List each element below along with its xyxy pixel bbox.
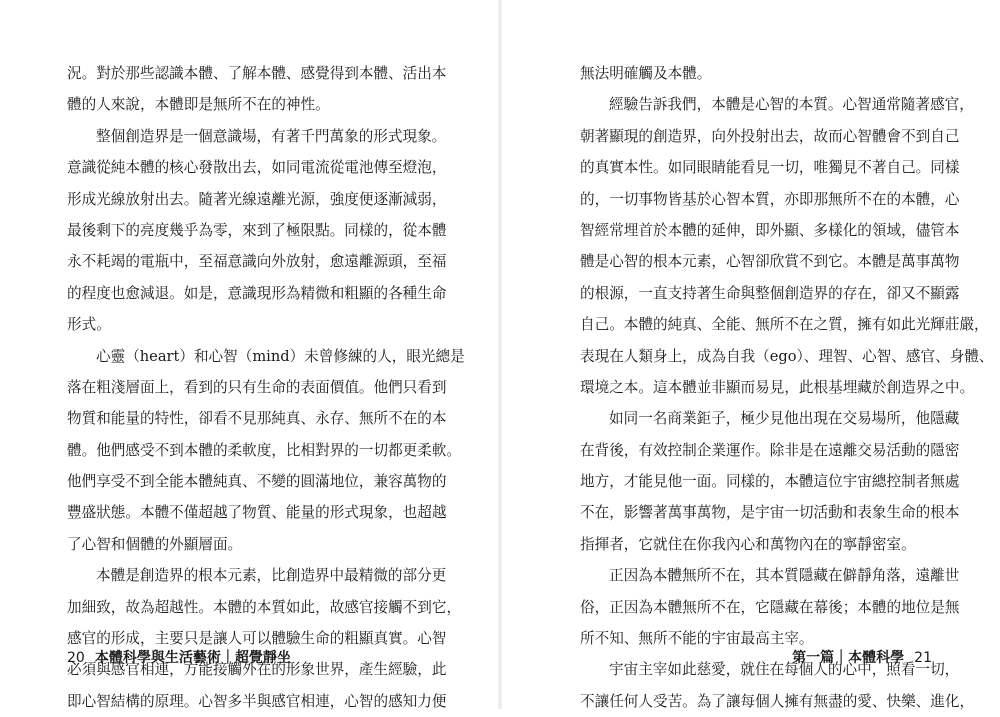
text-line: 整個創造界是一個意識場，有著千門萬象的形式現象。 <box>96 127 447 145</box>
text-line: 如同一名商業鉅子，極少見他出現在交易場所，他隱藏 <box>609 410 960 428</box>
text-line: 正因為本體無所不在，其本質隱藏在僻靜角落，遠離世 <box>609 567 960 585</box>
text-line: 表現在人類身上，成為自我（ego）、理智、心智、感官、身體、 <box>580 347 994 365</box>
text-line: 本體是創造界的根本元素，比創造界中最精微的部分更 <box>96 567 447 585</box>
text-line: 即心智結構的原理。心智多半與感官相連，心智的感知力便 <box>67 692 447 710</box>
text-line: 感官的形成，主要只是讓人可以體驗生命的粗顯真實。心智 <box>67 630 447 648</box>
text-line: 不讓任何人受苦。為了讓每個人擁有無盡的愛、快樂、進化， <box>580 692 975 710</box>
text-line: 的程度也愈減退。如是，意識現形為精微和粗顯的各種生命 <box>67 284 447 302</box>
text-line: 最後剩下的亮度幾乎為零，來到了極限點。同樣的，從本體 <box>67 221 447 239</box>
right-page-footer <box>792 648 932 668</box>
text-line: 心靈（heart）和心智（mind）未曾修練的人，眼光總是 <box>96 347 465 365</box>
text-line: 體。他們感受不到本體的柔軟度，比相對界的一切都更柔軟。 <box>67 441 462 459</box>
left-running-title: 本體科學與生活藝術｜超覺靜坐 <box>94 650 291 666</box>
text-line: 形式。 <box>67 316 111 334</box>
text-line: 意識從純本體的核心發散出去，如同電流從電池傳至燈泡， <box>67 159 447 177</box>
text-line: 不在，影響著萬事萬物，是宇宙一切活動和表象生命的根本 <box>580 504 960 522</box>
left-page-number: 20 <box>67 650 85 666</box>
text-line: 在背後，有效控制企業運作。除非是在遠離交易活動的隱密 <box>580 441 960 459</box>
left-page-body <box>67 58 465 717</box>
left-page-footer <box>67 648 291 668</box>
text-line: 的，一切事物皆基於心智本質，亦即那無所不在的本體，心 <box>580 190 960 208</box>
text-line: 體的人來說，本體即是無所不在的神性。 <box>67 96 330 114</box>
text-line: 地方，才能見他一面。同樣的，本體這位宇宙總控制者無處 <box>580 473 960 491</box>
right-page <box>500 0 1000 709</box>
text-line: 物質和能量的特性，卻看不見那純真、永存、無所不在的本 <box>67 410 447 428</box>
text-line: 俗，正因為本體無所不在，它隱藏在幕後；本體的地位是無 <box>580 598 960 616</box>
text-line: 落在粗淺層面上，看到的只有生命的表面價值。他們只看到 <box>67 378 447 396</box>
text-line: 況。對於那些認識本體、了解本體、感覺得到本體、活出本 <box>67 65 447 82</box>
text-line: 形成光線放射出去。隨著光線遠離光源，強度便逐漸減弱， <box>67 190 447 208</box>
text-line: 經驗告訴我們，本體是心智的本質。心智通常隨著感官， <box>609 96 974 114</box>
right-running-title: 第一篇｜本體科學 <box>792 650 905 666</box>
text-line: 所不知、無所不能的宇宙最高主宰。 <box>580 630 814 648</box>
text-line: 的真實本性。如同眼睛能看見一切，唯獨見不著自己。同樣 <box>580 159 960 177</box>
text-line: 自己。本體的純真、全能、無所不在之質，擁有如此光輝莊嚴， <box>580 316 989 334</box>
text-line: 加細致，故為超越性。本體的本質如此，故感官接觸不到它， <box>67 598 462 616</box>
text-line: 環境之本。這本體並非顯而易見，此根基埋藏於創造界之中。 <box>580 378 975 396</box>
right-page-body <box>580 58 994 717</box>
text-line: 體是心智的根本元素，心智卻欣賞不到它。本體是萬事萬物 <box>580 253 960 271</box>
text-line: 了心智和個體的外顯層面。 <box>67 535 243 553</box>
text-line: 指揮者，它就住在你我內心和萬物內在的寧靜密室。 <box>580 535 916 553</box>
text-line: 智經常埋首於本體的延伸，即外顯、多樣化的領域，儘管本 <box>580 221 960 239</box>
text-line: 他們享受不到全能本體純真、不變的圓滿地位，兼容萬物的 <box>67 473 447 491</box>
text-line: 永不耗竭的電瓶中，至福意識向外放射，愈遠離源頭，至福 <box>67 253 447 271</box>
left-page <box>0 0 500 709</box>
text-line: 無法明確觸及本體。 <box>580 65 712 82</box>
text-line: 朝著顯現的創造界，向外投射出去，故而心智體會不到自己 <box>580 127 960 145</box>
text-line: 的根源，一直支持著生命與整個創造界的存在，卻又不顯露 <box>580 284 960 302</box>
text-line: 必須與感官相連，方能接觸外在的形象世界，產生經驗，此 <box>67 661 447 679</box>
right-page-number: 21 <box>914 650 932 666</box>
text-line: 豐盛狀態。本體不僅超越了物質、能量的形式現象，也超越 <box>67 504 447 522</box>
text-line: 宇宙主宰如此慈愛，就住在每個人的心中，照看一切， <box>609 661 960 679</box>
